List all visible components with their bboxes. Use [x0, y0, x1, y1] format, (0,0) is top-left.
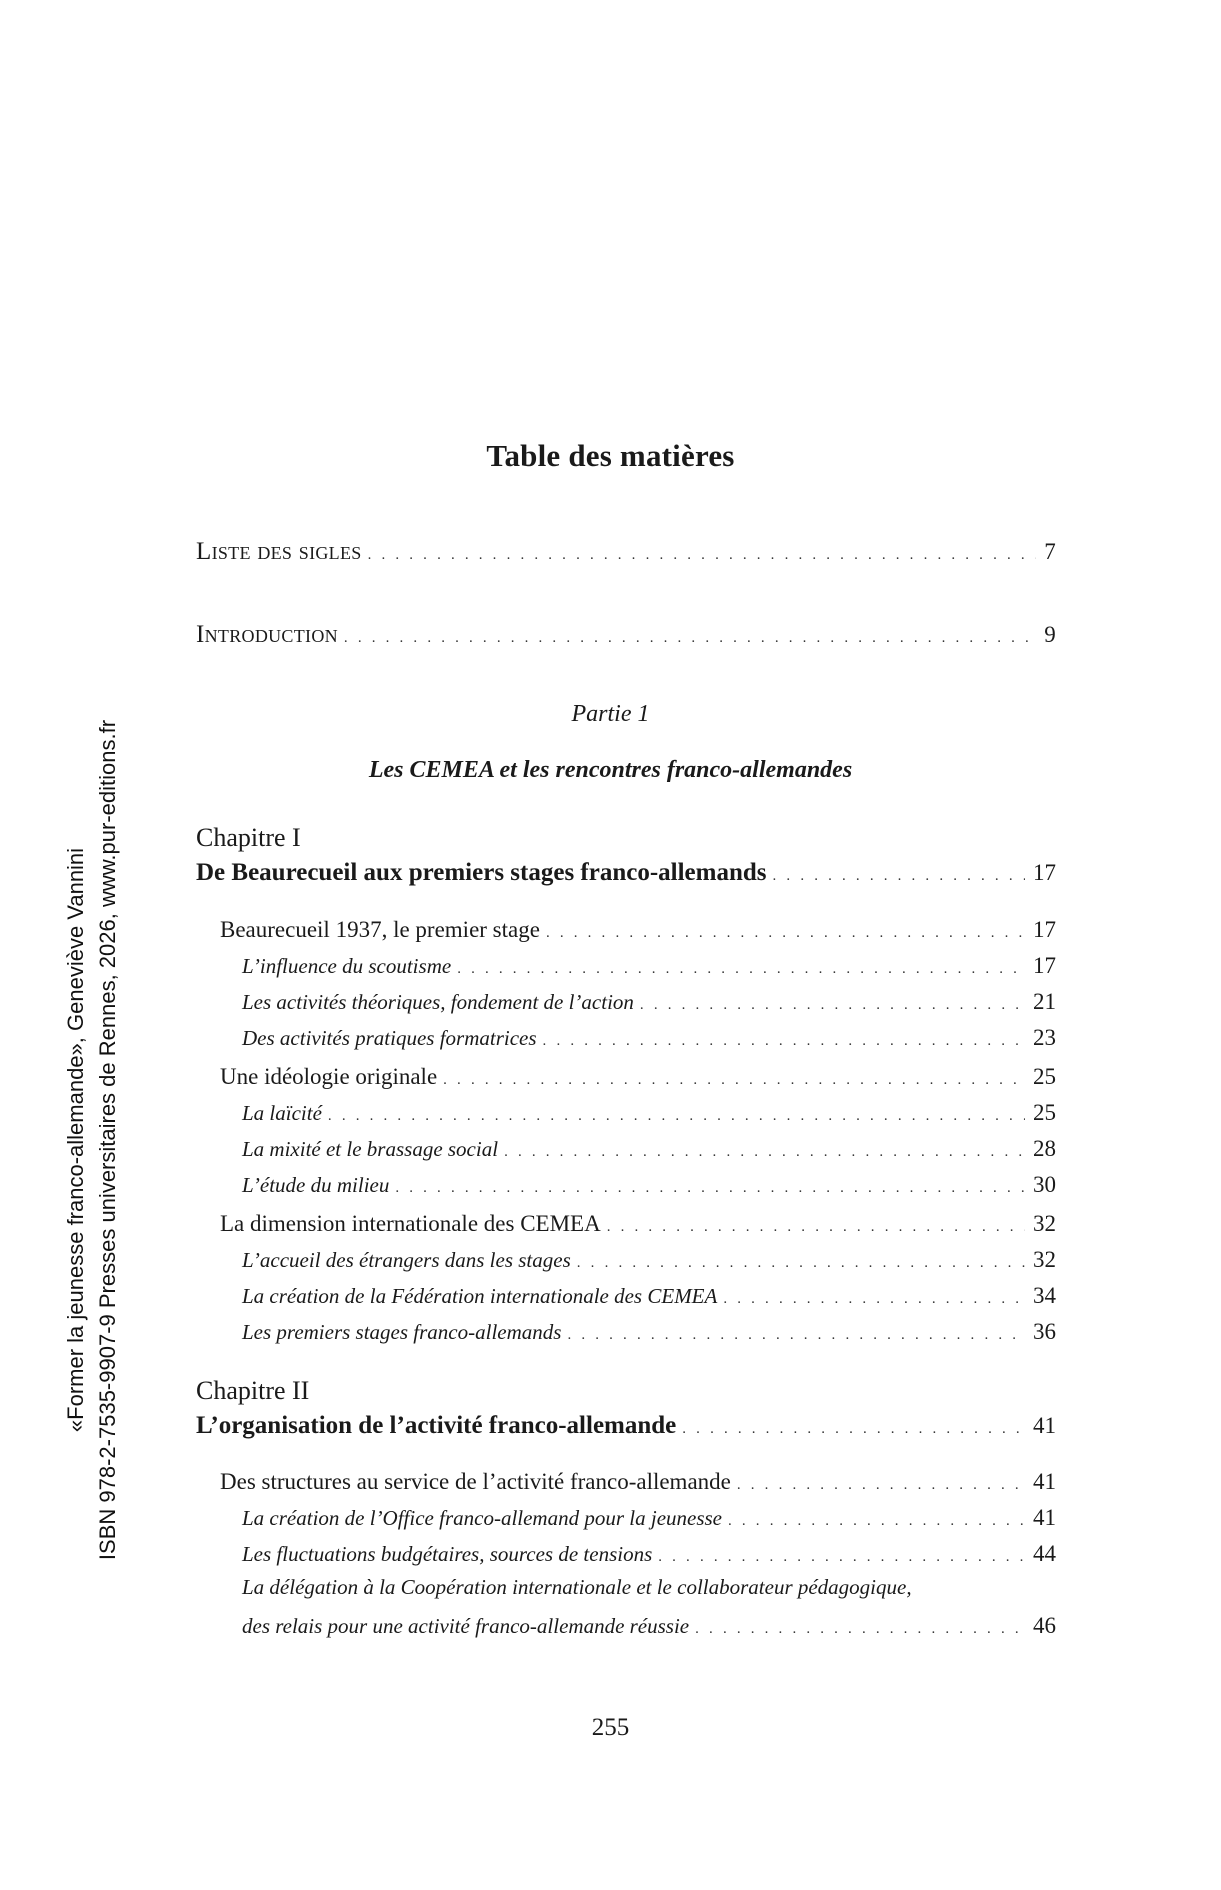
toc-entry-page: 41 [1033, 1469, 1056, 1494]
dot-leader [695, 1614, 1025, 1644]
toc-subsection[interactable] [196, 987, 1056, 1020]
dot-leader [395, 1173, 1025, 1203]
dot-leader [728, 1506, 1025, 1536]
dot-leader [344, 623, 1036, 653]
toc-entry-liste-des-sigles[interactable] [196, 537, 1056, 570]
toc-subsection[interactable] [196, 1023, 1056, 1056]
toc-subsection[interactable] [196, 1503, 1056, 1536]
dot-leader [546, 918, 1025, 948]
side-credit [60, 480, 136, 1800]
toc-subsection[interactable] [196, 1170, 1056, 1203]
toc-entry-page: 34 [1033, 1283, 1056, 1308]
toc-subsection[interactable] [196, 1245, 1056, 1278]
page-number: 255 [591, 1714, 630, 1741]
dot-leader [658, 1542, 1025, 1572]
toc-subsection[interactable] [196, 951, 1056, 984]
toc-entry-label: La laïcité [242, 1101, 322, 1125]
toc-entry-page: 30 [1033, 1172, 1056, 1197]
toc-entry-label: Des activités pratiques formatrices [242, 1026, 537, 1050]
dot-leader [723, 1284, 1025, 1314]
toc-entry-label: Introduction [196, 621, 338, 648]
toc-section[interactable] [196, 1209, 1056, 1242]
dot-leader [443, 1065, 1025, 1095]
chapter-label: Chapitre I [196, 823, 301, 852]
dot-leader [577, 1248, 1025, 1278]
toc-subsection[interactable] [196, 1317, 1056, 1350]
side-credit-line-2: ISBN 978-2-7535-9907-9 Presses universitaires de Rennes, 2026, www.pur-editions.fr [95, 719, 120, 1561]
toc-entry-label: De Beaurecueil aux premiers stages franco-allemands [196, 859, 767, 886]
toc-subsection[interactable] [196, 1611, 1056, 1644]
dot-leader [773, 861, 1025, 891]
toc-entry-page: 41 [1033, 1413, 1056, 1438]
part-label: Partie 1 [571, 701, 650, 727]
toc-entry-page: 46 [1033, 1613, 1056, 1638]
toc-subsection[interactable] [196, 1098, 1056, 1131]
toc-entry-label: L’étude du milieu [242, 1173, 390, 1197]
toc-entry-label: Une idéologie originale [220, 1064, 438, 1089]
toc-chapter-2-title[interactable] [196, 1411, 1056, 1444]
dot-leader [607, 1212, 1025, 1242]
toc-entry-page: 36 [1033, 1319, 1056, 1344]
toc-entry-label: L’influence du scoutisme [242, 954, 452, 978]
toc-entry-page: 28 [1033, 1136, 1056, 1161]
toc-entry-label: Les premiers stages franco-allemands [242, 1320, 562, 1344]
toc-entry-page: 32 [1033, 1211, 1056, 1236]
side-credit-line-1: «Former la jeunesse franco-allemande», Geneviève Vannini [63, 847, 88, 1433]
dot-leader [457, 954, 1025, 984]
toc-entry-label: La mixité et le brassage social [242, 1137, 499, 1161]
toc-entry-page: 32 [1033, 1247, 1056, 1272]
toc-entry-page: 21 [1033, 989, 1056, 1014]
toc-entry-page: 17 [1033, 860, 1056, 885]
toc-entry-page: 44 [1033, 1541, 1056, 1566]
toc-entry-page: 9 [1044, 622, 1056, 647]
toc-entry-label: Les activités théoriques, fondement de l’action [242, 990, 634, 1014]
toc-subsection[interactable] [196, 1281, 1056, 1314]
toc-section[interactable] [196, 915, 1056, 948]
dot-leader [737, 1470, 1025, 1500]
toc-entry-label: L’accueil des étrangers dans les stages [242, 1248, 571, 1272]
toc-entry-label: Les fluctuations budgétaires, sources de tensions [242, 1542, 653, 1566]
dot-leader [504, 1137, 1025, 1167]
toc-entry-label: Liste des sigles [196, 538, 362, 565]
toc-entry-page: 25 [1033, 1100, 1056, 1125]
toc-entry-page: 23 [1033, 1025, 1056, 1050]
chapter-label: Chapitre II [196, 1376, 310, 1405]
toc-entry-label: Beaurecueil 1937, le premier stage [220, 917, 540, 942]
toc-entry-page: 25 [1033, 1064, 1056, 1089]
dot-leader [567, 1320, 1025, 1350]
dot-leader [328, 1101, 1025, 1131]
toc-entry-label: des relais pour une activité franco-allemande réussie [242, 1614, 690, 1638]
toc-entry-label: La création de la Fédération internationale des CEMEA [242, 1284, 718, 1308]
toc-entry-label: La création de l’Office franco-allemand pour la jeunesse [242, 1506, 722, 1530]
dot-leader [682, 1414, 1025, 1444]
toc-section[interactable] [196, 1062, 1056, 1095]
toc-subsection[interactable] [196, 1539, 1056, 1572]
dot-leader [640, 990, 1025, 1020]
toc-entry-page: 17 [1033, 953, 1056, 978]
part-title: Les CEMEA et les rencontres franco-allemandes [368, 757, 853, 783]
toc-entry-label: Des structures au service de l’activité franco-allemande [220, 1469, 731, 1494]
toc-subsection[interactable] [196, 1134, 1056, 1167]
toc-entry-label: La dimension internationale des CEMEA [220, 1211, 601, 1236]
toc-entry-introduction[interactable] [196, 620, 1056, 653]
toc-entry-page: 7 [1044, 539, 1056, 564]
page-title: Table des matières [486, 438, 735, 473]
toc-chapter-1-title[interactable] [196, 858, 1056, 891]
toc-entry-page: 41 [1033, 1505, 1056, 1530]
toc-section[interactable] [196, 1467, 1056, 1500]
dot-leader [368, 540, 1037, 570]
dot-leader [543, 1026, 1025, 1056]
toc-entry-label: L’organisation de l’activité franco-allemande [196, 1412, 677, 1439]
toc-entry-page: 17 [1033, 917, 1056, 942]
toc-subsection-line-1[interactable]: La délégation à la Coopération internationale et le collaborateur pédagogique, [242, 1575, 912, 1599]
